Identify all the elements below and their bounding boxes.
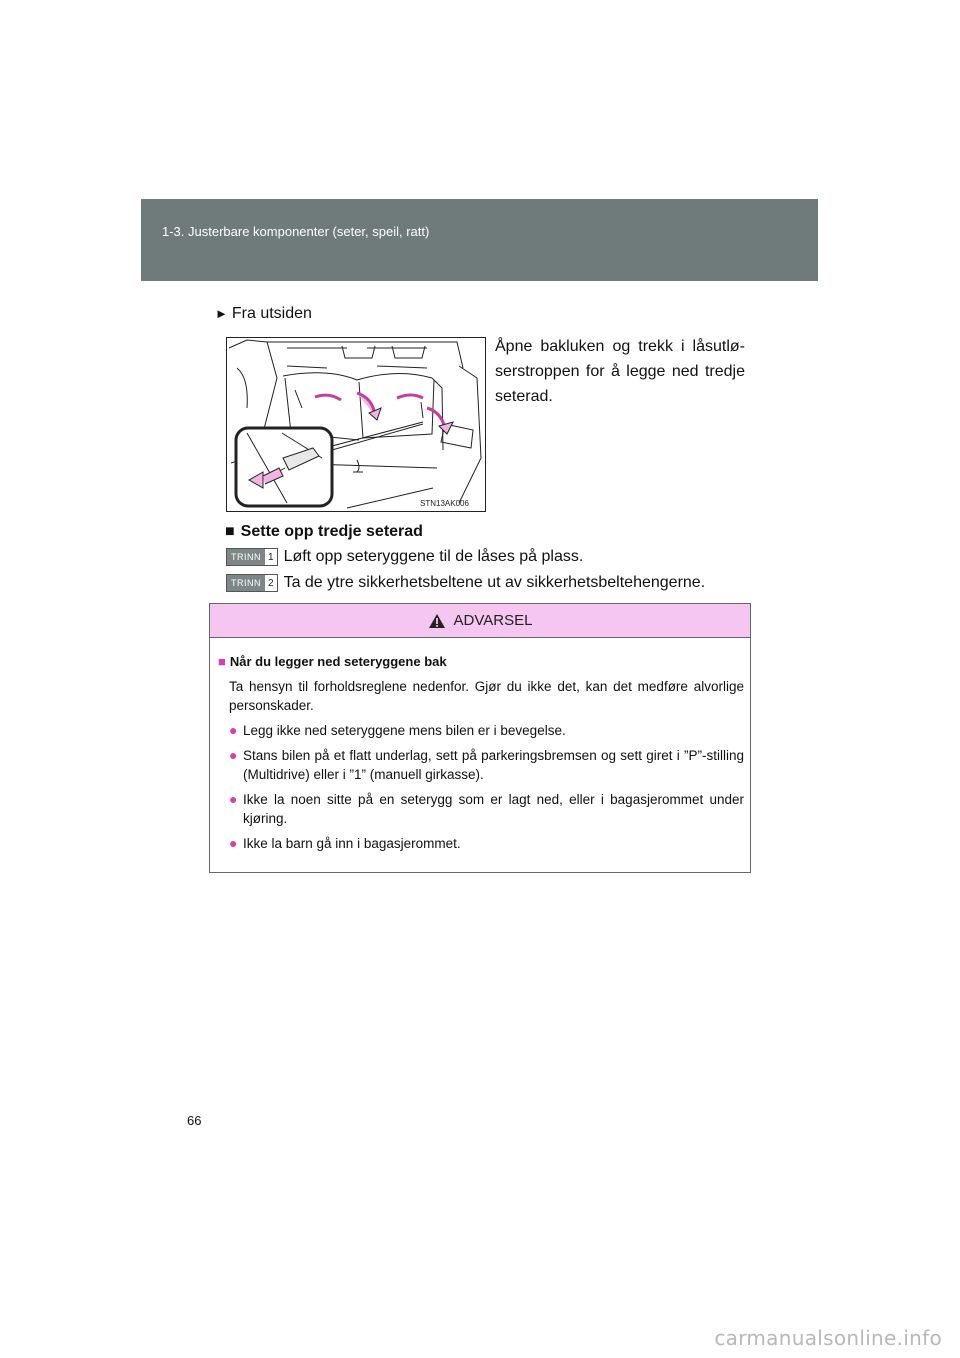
step-badge-number: 1 — [265, 549, 277, 565]
warning-bullet-text: Legg ikke ned seteryggene mens bilen er i bevegelse. — [243, 723, 566, 738]
step-badge-number: 2 — [265, 575, 277, 591]
warning-bullet — [229, 834, 744, 853]
warning-header — [210, 604, 750, 638]
figure-code: STN13AK006 — [420, 499, 469, 508]
round-bullet-icon: ● — [229, 747, 238, 763]
step-badge-word: TRINN — [227, 575, 265, 591]
warning-bullet-text: Stans bilen på et flatt underlag, sett på parkeringsbremsen og sett giret i ”P”-stilling (Multidrive) eller i ”1” (manuell girkasse). — [243, 748, 744, 782]
step-badge-word: TRINN — [227, 549, 265, 565]
from-outside-text: Fra utsiden — [231, 305, 312, 322]
instruction-text: Åpne bakluken og trekk i låsutlø-serstroppen for å legge ned tredje seterad. — [495, 338, 745, 405]
watermark: carmanualsonline.info — [714, 1326, 942, 1350]
step-badge — [226, 548, 278, 566]
step-badge — [226, 574, 278, 592]
warning-title: ADVARSEL — [453, 612, 533, 629]
from-outside-label — [215, 305, 312, 323]
warning-bullet-text: Ikke la barn gå inn i bagasjerommet. — [243, 836, 461, 851]
warning-box — [209, 603, 751, 873]
warning-bullet — [229, 746, 744, 784]
warning-intro: Ta hensyn til forholdsreglene nedenfor. Gjør du ikke det, kan det medføre alvorlige personskader. — [229, 679, 744, 713]
step-text: Ta de ytre sikkerhetsbeltene ut av sikkerhetsbeltehengerne. — [283, 574, 706, 591]
page-number: 66 — [187, 1113, 202, 1128]
warning-body — [210, 638, 750, 853]
square-bullet-icon: ■ — [218, 654, 226, 669]
warning-bullet — [229, 721, 744, 740]
round-bullet-icon: ● — [229, 835, 238, 851]
warning-triangle-icon — [428, 613, 446, 629]
round-bullet-icon: ● — [229, 722, 238, 738]
cargo-area-drawing — [227, 338, 485, 511]
section-header-bar — [141, 199, 818, 281]
round-bullet-icon: ● — [229, 791, 238, 807]
step-1 — [226, 548, 583, 566]
step-text: Løft opp seteryggene til de låses på plass. — [283, 548, 584, 565]
triangle-arrow-icon: ► — [215, 306, 228, 321]
subheading — [225, 523, 423, 541]
section-title: 1-3. Justerbare komponenter (seter, speil, ratt) — [162, 224, 430, 239]
subheading-text: Sette opp tredje seterad — [240, 523, 423, 540]
warning-heading-text: Når du legger ned seteryggene bak — [229, 654, 447, 669]
warning-bullet — [229, 790, 744, 828]
warning-heading — [218, 652, 744, 671]
square-bullet-icon: ■ — [225, 523, 235, 540]
warning-bullet-text: Ikke la noen sitte på en seterygg som er lagt ned, eller i bagasjerommet under kjøring. — [243, 792, 744, 826]
seat-folding-illustration — [226, 337, 486, 512]
step-2 — [226, 574, 705, 592]
